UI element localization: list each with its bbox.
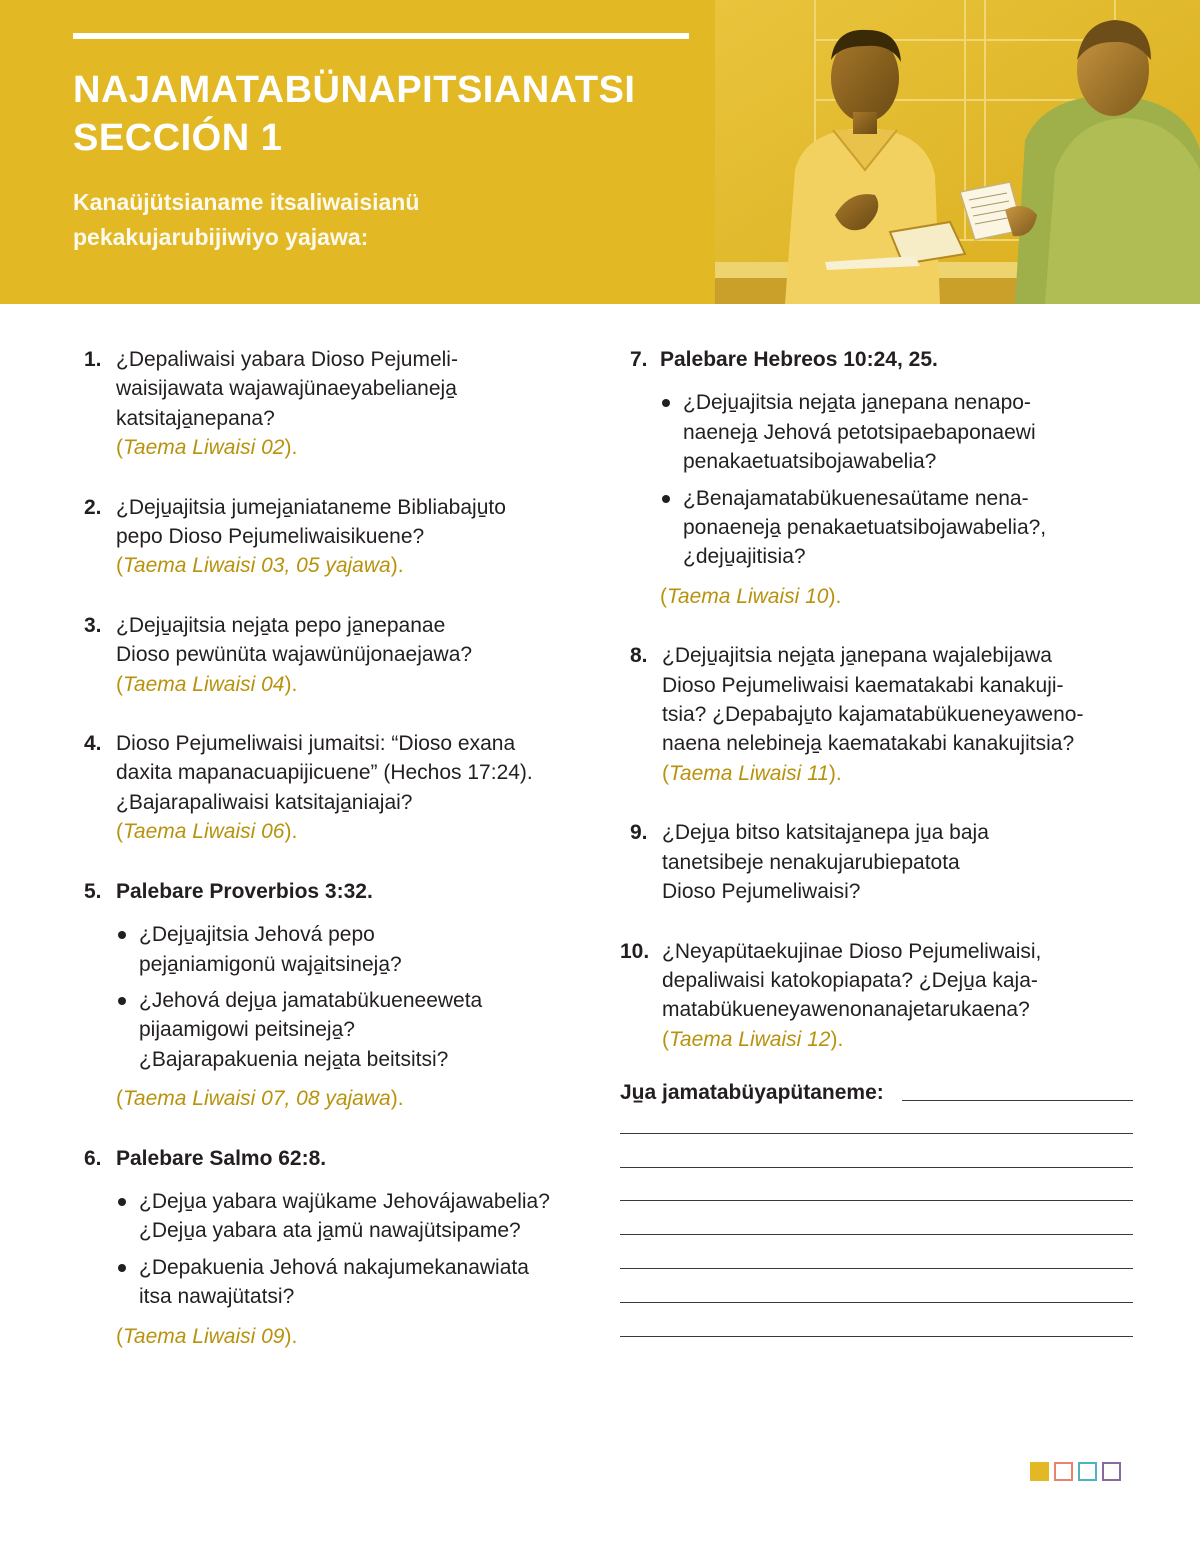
question-text: matabükueneyawenonanajetarukaena? [662,998,1030,1022]
lesson-reference-text[interactable]: Taema Liwaisi 09 [123,1324,285,1348]
title-line-2: SECCIÓN 1 [73,117,283,159]
question-number: 5. [84,879,102,903]
question-1 [84,345,594,463]
bullet-item [116,920,594,979]
note-line[interactable] [620,1133,1133,1134]
lesson-reference[interactable]: (Taema Liwaisi 04). [116,672,298,696]
bullet-text: itsa nawajütatsi? [139,1285,295,1309]
question-title: Palebare Hebreos 10:24, 25. [660,348,938,371]
coral-square-icon [1054,1462,1073,1481]
question-number: 8. [630,644,648,668]
lesson-reference-text[interactable]: Taema Liwaisi 03, 05 yajawa [123,554,391,578]
question-text: daxita mapanacuapijicuene” (Hechos 17:24). [116,761,533,785]
bullet-text: ¿Deju̠a yabara wajükame Jehovájawabelia? [139,1189,550,1213]
illustration-two-men-studying [715,0,1200,304]
teal-square-icon [1078,1462,1097,1481]
question-number: 4. [84,732,102,756]
bullet-item [116,986,594,1074]
page-title [73,66,635,162]
bullet-text: peja̠niamigonü waja̠itsineja̠? [139,952,402,976]
question-text: ¿Depaliwaisi yabara Dioso Pejumeli- [116,348,458,371]
header-rule [73,33,689,39]
question-8 [620,641,1140,788]
question-number: 6. [84,1146,102,1170]
note-line[interactable] [620,1200,1133,1201]
yellow-square-icon [1030,1462,1049,1481]
note-line[interactable] [620,1302,1133,1303]
header-banner [0,0,1200,304]
lesson-reference[interactable]: (Taema Liwaisi 10). [660,584,842,608]
lesson-reference[interactable]: (Taema Liwaisi 07, 08 yajawa). [116,1087,404,1111]
question-2 [84,493,594,581]
lesson-reference-text[interactable]: Taema Liwaisi 11 [669,761,829,785]
question-number: 1. [84,348,102,371]
note-line[interactable] [620,1234,1133,1235]
bullet-list [116,1187,594,1312]
question-text: katsitaja̠nepana? [116,406,275,430]
question-text: waisijawata wajawajünaeyabelianeja̠ [116,377,457,401]
question-number: 7. [630,348,648,371]
question-6 [84,1144,594,1351]
lesson-reference-text[interactable]: Taema Liwaisi 04 [123,672,285,696]
notes-label: Ju̠a jamatabüyapütaneme: [620,1078,886,1107]
question-5 [84,877,594,1114]
right-column [620,345,1140,1084]
lesson-reference[interactable]: (Taema Liwaisi 11). [662,761,842,785]
bullet-text: pijaamigowi peitsineja̠? [139,1018,355,1042]
notes-area [620,1078,1133,1107]
subtitle-line-1: Kanaüjütsianame itsaliwaisianü [73,189,420,215]
lesson-reference-text[interactable]: Taema Liwaisi 02 [123,436,285,460]
question-text: Dioso Pejumeliwaisi jumaitsi: “Dioso exana [116,732,516,756]
lesson-reference-text[interactable]: Taema Liwaisi 12 [669,1027,831,1051]
subtitle-line-2: pekakujarubijiwiyo yajawa: [73,224,369,250]
bullet-text: ¿Bajarapakuenia neja̠ta beitsitsi? [139,1047,449,1071]
question-text: Dioso Pejumeliwaisi kaematakabi kanakuji- [662,673,1064,697]
bullet-list [660,388,1140,571]
bullet-item [660,484,1140,572]
note-line[interactable] [620,1336,1133,1337]
question-number: 10. [620,939,650,963]
note-line[interactable] [620,1268,1133,1269]
page-subtitle [73,185,419,255]
question-text: Dioso pewünüta wajawünüjonaejawa? [116,643,473,667]
bullet-text: ¿Depakuenia Jehová nakajumekanawiata [139,1255,529,1279]
lesson-reference[interactable]: (Taema Liwaisi 09). [116,1324,298,1348]
lesson-reference-text[interactable]: Taema Liwaisi 06 [123,820,285,844]
left-column [84,345,594,1381]
question-text: Dioso Pejumeliwaisi? [662,880,861,904]
question-title: Palebare Proverbios 3:32. [116,879,373,903]
question-number: 3. [84,613,102,637]
bullet-text: ¿Deju̠ajitsia Jehová pepo [139,923,375,947]
lesson-reference[interactable]: (Taema Liwaisi 12). [662,1027,844,1051]
question-title: Palebare Salmo 62:8. [116,1146,327,1170]
question-7 [620,345,1140,611]
question-number: 2. [84,495,102,519]
lesson-reference[interactable]: (Taema Liwaisi 03, 05 yajawa). [116,554,404,578]
question-4 [84,729,594,847]
bullet-text: ponaeneja̠ penakaetuatsibojawabelia?, [683,516,1047,540]
lesson-reference-text[interactable]: Taema Liwaisi 10 [667,584,829,608]
question-text: tsia? ¿Depabaju̠to kajamatabükueneyaweno- [662,703,1084,727]
bullet-item [116,1253,594,1312]
bullet-text: ¿Jehová deju̠a jamatabükueneeweta [139,988,483,1012]
question-text: tanetsibeje nenakujarubiepatota [662,850,960,874]
question-3 [84,611,594,699]
question-text: ¿Bajarapaliwaisi katsitaja̠niajai? [116,790,413,814]
question-number: 9. [630,821,648,845]
question-text: ¿Deju̠a bitso katsitaja̠nepa ju̠a baja [662,821,989,845]
question-text: depaliwaisi katokopiapata? ¿Deju̠a kaja- [662,968,1038,992]
bullet-text: ¿deju̠ajitisia? [683,545,806,569]
bullet-text: ¿Benajamatabükuenesaütame nena- [683,486,1029,510]
bullet-text: penakaetuatsibojawabelia? [683,450,937,474]
bullet-text: ¿Deju̠ajitsia neja̠ta ja̠nepana nenapo- [683,391,1031,415]
question-text: ¿Deju̠ajitsia neja̠ta ja̠nepana wajalebijawa [662,644,1052,668]
lesson-reference[interactable]: (Taema Liwaisi 06). [116,820,298,844]
question-text: naena nelebineja̠ kaematakabi kanakujitsia? [662,732,1075,756]
bullet-text: ¿Deju̠a yabara ata ja̠mü nawajütsipame? [139,1219,521,1243]
question-9 [620,818,1140,906]
decorative-squares [1030,1462,1121,1481]
question-10 [620,937,1140,1055]
bullet-text: naeneja̠ Jehová petotsipaebaponaewi [683,420,1036,444]
question-text: ¿Deju̠ajitsia neja̠ta pepo ja̠nepanae [116,613,446,637]
question-text: ¿Neyapütaekujinae Dioso Pejumeliwaisi, [662,939,1042,963]
lesson-reference[interactable]: (Taema Liwaisi 02). [116,436,298,460]
purple-square-icon [1102,1462,1121,1481]
lesson-reference-text[interactable]: Taema Liwaisi 07, 08 yajawa [123,1087,391,1111]
bullet-list [116,920,594,1074]
question-text: ¿Deju̠ajitsia jumeja̠niataneme Bibliabaju̠to [116,495,506,519]
bullet-item [116,1187,594,1246]
note-line[interactable] [902,1100,1133,1101]
note-line[interactable] [620,1167,1133,1168]
bullet-item [660,388,1140,476]
question-text: pepo Dioso Pejumeliwaisikuene? [116,525,425,549]
title-line-1: NAJAMATABÜNAPITSIANATSI [73,69,636,111]
